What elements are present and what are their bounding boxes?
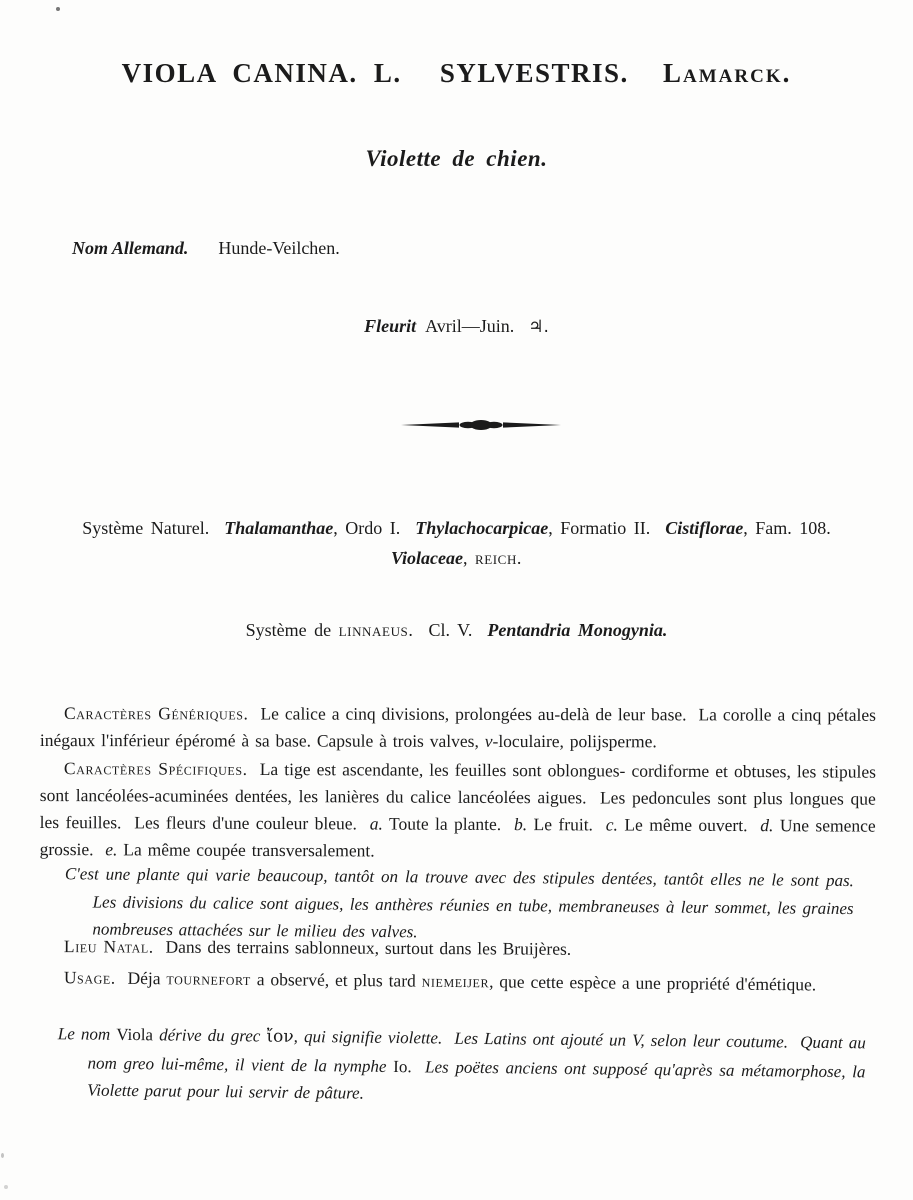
text-run: Thalamanthae	[224, 518, 334, 538]
title-species-name: VIOLA CANINA. L.	[121, 58, 402, 88]
paragraph-lieu-natal	[40, 933, 876, 964]
text-run: Dans des terrains sablonneux, surtout dans les Bruijères.	[153, 936, 572, 959]
perennial-symbol: ♃.	[528, 317, 549, 337]
text-run: c.	[605, 814, 618, 835]
text-run: ν	[484, 730, 493, 751]
text-run: ἴον	[266, 1026, 294, 1047]
text-run: Système Naturel.	[82, 518, 225, 538]
text-run: Io.	[393, 1056, 412, 1076]
text-run: Le nom	[57, 1024, 117, 1044]
scan-speck	[1, 1153, 4, 1158]
text-run: Lieu Natal.	[63, 936, 154, 957]
title-synonym: SYLVESTRIS.	[439, 58, 629, 88]
german-name-value: Hunde-Veilchen.	[218, 238, 340, 258]
text-run: , qui signifie violette. Les Latins ont ajouté un V, selon leur coutume. Quant au nom greo lui-même, il vient de la nymphe	[87, 1026, 872, 1076]
text-run: , que cette espèce a une propriété d'émétique.	[489, 971, 817, 995]
text-run: Violaceae	[390, 548, 463, 568]
text-run: Cistiflorae	[665, 518, 744, 538]
natural-system-line-1	[0, 518, 913, 539]
text-run: ,	[462, 548, 475, 568]
text-run: -loculaire, polijsperme.	[492, 730, 657, 752]
subtitle-french-name: Violette de chien.	[365, 146, 548, 171]
scan-speck	[4, 1185, 8, 1189]
text-run: C'est une plante qui varie beaucoup, tantôt on la trouve avec des stipules dentées, tantôt elles ne le sont pas. Les divisions du calice sont aigues, les anthères réunies en tube, membraneuses à leur sommet, les graines nombreuses attachées sur le milieu des valves.	[64, 864, 866, 942]
text-run: b.	[514, 814, 528, 835]
flowering-period-line	[0, 316, 913, 337]
text-run: reich.	[474, 548, 523, 568]
german-name-label: Nom Allemand.	[72, 238, 189, 258]
text-run: Caractères Génériques.	[63, 703, 249, 724]
text-run: a observé, et plus tard	[250, 969, 422, 991]
paragraph-caracteres-generiques	[39, 700, 882, 756]
page-title	[0, 58, 913, 89]
text-run: Cl. V.	[413, 620, 488, 640]
title-author-name: Lamarck.	[663, 58, 792, 88]
text-run: Système de	[245, 620, 339, 640]
text-run: Viola	[116, 1024, 154, 1045]
natural-system-line-2	[0, 548, 913, 569]
text-run: d.	[760, 815, 774, 836]
text-run: Toute la plante.	[382, 813, 515, 835]
text-run: Le calice a cinq divisions, prolongées au-delà de leur base. La corolle a cinq pétales inégaux l'inférieur épéromé à sa base. Capsule à trois valves,	[39, 703, 882, 751]
text-run: Déja	[115, 967, 167, 989]
text-run: linnaeus.	[338, 620, 414, 640]
text-run: Le même ouvert.	[617, 814, 761, 836]
text-run: e.	[105, 839, 118, 860]
text-run: Pentandria Monogynia.	[487, 620, 668, 640]
flowering-months: Avril—Juin.	[425, 316, 515, 336]
text-run: , Fam. 108.	[743, 518, 831, 538]
divider-ornament-svg	[401, 418, 561, 432]
scan-speck	[56, 7, 60, 11]
text-run: Une semence grossie.	[39, 815, 882, 860]
ornamental-divider	[0, 418, 913, 432]
text-run: niemeijer	[421, 970, 490, 992]
text-run: Thylachocarpicae	[415, 518, 549, 538]
text-run: Caractères Spécifiques.	[63, 758, 248, 779]
flowering-label: Fleurit	[364, 316, 417, 336]
text-run: , Formatio II.	[548, 518, 666, 538]
text-run: , Ordo I.	[333, 518, 416, 538]
text-run: Le fruit.	[527, 814, 606, 835]
paragraph-usage	[40, 964, 876, 999]
text-run: La tige est ascendante, les feuilles sont oblongues- cordiforme et obtuses, les stipules sont lancéolées-acuminées dentées, les lanières du calice lancéolées aigues. Les pedoncules sont plus longues que les feuilles. Les fleurs d'une couleur bleue.	[39, 758, 882, 834]
paragraph-etymology	[39, 1020, 872, 1113]
text-run: La même coupée transversalement.	[117, 839, 375, 861]
german-name-line	[72, 238, 340, 259]
text-run: Les poëtes anciens ont supposé qu'après sa métamorphose, la Violette parut pour lui servir de pâture.	[87, 1056, 872, 1103]
linnaeus-system-line	[0, 620, 913, 641]
text-run: Usage.	[63, 967, 116, 988]
text-run: a.	[369, 813, 383, 834]
text-run: dérive du grec	[152, 1025, 267, 1046]
text-run: tournefort	[166, 968, 251, 990]
paragraph-caracteres-specifiques	[39, 755, 882, 867]
